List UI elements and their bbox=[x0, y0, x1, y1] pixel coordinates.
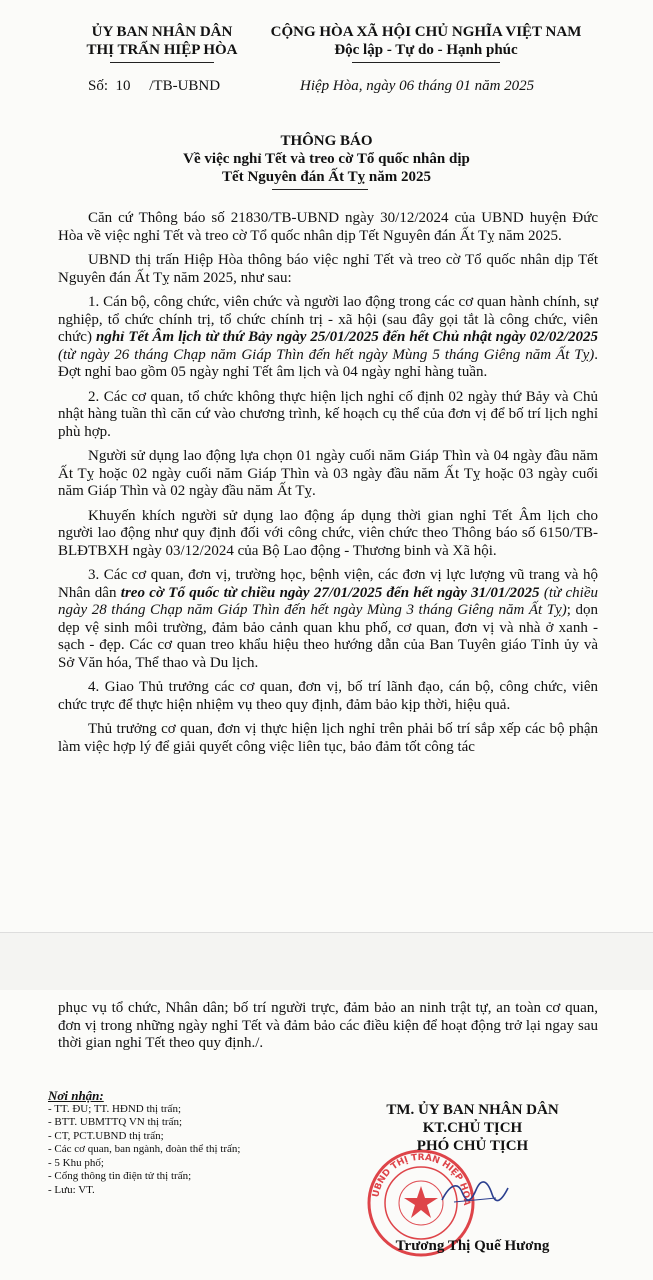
recipients-block bbox=[48, 1089, 328, 1197]
item-3-lunar-dates: (từ chiều ngày 28 tháng Chạp năm Giáp Thìn đến hết ngày Mùng 3 tháng Giêng năm Ất Tỵ) bbox=[58, 584, 598, 618]
paragraph-item-4: 4. Giao Thủ trưởng các cơ quan, đơn vị, bố trí lãnh đạo, cán bộ, công chức, viên chức trực để thực hiện nhiệm vụ theo quy định, đảm bảo kịp thời, hiệu quả. bbox=[58, 679, 598, 713]
paragraph-heads: Thủ trưởng cơ quan, đơn vị thực hiện lịch nghỉ trên phải bố trí sắp xếp các bộ phận làm việc hợp lý để giải quyết công việc liên tục, bảo đảm tốt công tác bbox=[58, 721, 598, 755]
motto: Độc lập - Tự do - Hạnh phúc bbox=[334, 42, 518, 58]
paragraph-item-2: 2. Các cơ quan, tổ chức không thực hiện lịch nghỉ cố định 02 ngày thứ Bảy và Chủ nhật hàng tuần thì căn cứ vào chương trình, kế hoạch cụ thể của đơn vị để bố trí lịch nghỉ phù hợp. bbox=[58, 388, 598, 440]
agency-line-1: ỦY BAN NHÂN DÂN bbox=[91, 24, 233, 40]
recipient-item: - Lưu: VT. bbox=[48, 1183, 95, 1196]
item-1-text: 1. Cán bộ, công chức, viên chức và người lao động trong các cơ quan hành chính, sự nghiệp, tổ chức chính trị, tổ chức chính trị - xã hội (sau đây gọi tắt là công chức, viên chức) bbox=[58, 294, 598, 345]
national-motto bbox=[256, 23, 596, 59]
title-rule bbox=[272, 189, 368, 190]
issue-date: Hiệp Hòa, ngày 06 tháng 01 năm 2025 bbox=[300, 78, 535, 94]
document-body bbox=[58, 210, 598, 763]
item-1-lunar-dates: (từ ngày 26 tháng Chạp năm Giáp Thìn đến hết ngày Mùng 5 tháng Giêng năm Ất Tỵ) bbox=[58, 346, 595, 363]
seal-text: UBND THỊ TRẤN HIỆP HÒA bbox=[371, 1152, 472, 1206]
recipient-item: - BTT. UBMTTQ VN thị trấn; bbox=[48, 1116, 183, 1128]
document-title bbox=[0, 132, 653, 186]
item-3-tail: ; dọn dẹp vệ sinh môi trường, đảm bảo cảnh quan khu phố, cơ quan, đơn vị và nhà ở xanh - sạch - đẹp. Các cơ quan treo khẩu hiệu theo hướng dẫn của Ban Tuyên giáo Tỉnh ủy và Sở Văn hóa, Thể thao và Du lịch. bbox=[58, 602, 598, 671]
recipient-item: - TT. ĐU; TT. HĐND thị trấn; bbox=[48, 1102, 181, 1115]
signature-position: PHÓ CHỦ TỊCH bbox=[416, 1138, 529, 1154]
document-number: Số: 10 /TB-UBND bbox=[88, 78, 221, 94]
paragraph-item-3 bbox=[58, 567, 598, 672]
document-body-continued bbox=[58, 1000, 598, 1060]
signature-on-behalf: TM. ỦY BAN NHÂN DÂN bbox=[386, 1102, 559, 1118]
item-1-tail: . Đợt nghỉ bao gồm 05 ngày nghỉ Tết âm lịch và 04 ngày nghỉ hàng tuần. bbox=[58, 346, 598, 380]
issuing-agency bbox=[62, 23, 262, 59]
motto-underline bbox=[352, 62, 500, 63]
state-name: CỘNG HÒA XÃ HỘI CHỦ NGHĨA VIỆT NAM bbox=[270, 24, 582, 40]
agency-underline bbox=[110, 62, 214, 63]
signature-authority: KT.CHỦ TỊCH bbox=[422, 1120, 523, 1136]
recipient-item: - Cổng thông tin điện tử thị trấn; bbox=[48, 1170, 192, 1182]
page-gap bbox=[0, 932, 653, 991]
paragraph-basis: Căn cứ Thông báo số 21830/TB-UBND ngày 30/12/2024 của UBND huyện Đức Hòa về việc nghỉ Tết và treo cờ Tổ quốc nhân dịp Tết Nguyên đán Ất Tỵ năm 2025. bbox=[58, 210, 598, 244]
paragraph-intro: UBND thị trấn Hiệp Hòa thông báo việc nghỉ Tết và treo cờ Tổ quốc nhân dịp Tết Nguyên đán Ất Tỵ năm 2025, như sau: bbox=[58, 252, 598, 286]
title-subject-2: Tết Nguyên đán Ất Tỵ năm 2025 bbox=[222, 169, 431, 185]
recipient-item: - 5 Khu phố; bbox=[48, 1156, 104, 1169]
signer-name: Trương Thị Quế Hương bbox=[395, 1238, 550, 1254]
item-3-text: 3. Các cơ quan, đơn vị, trường học, bệnh viện, các đơn vị lực lượng vũ trang và hộ Nhân dân bbox=[58, 567, 598, 601]
recipient-item: - Các cơ quan, ban ngành, đoàn thể thị trấn; bbox=[48, 1143, 241, 1155]
item-1-holiday-dates: nghỉ Tết Âm lịch từ thứ Bảy ngày 25/01/2025 đến hết Chủ nhật ngày 02/02/2025 bbox=[95, 329, 598, 345]
handwritten-signature-icon bbox=[440, 1178, 510, 1208]
recipients-title: Nơi nhận: bbox=[48, 1088, 104, 1103]
recipient-item: - CT, PCT.UBND thị trấn; bbox=[48, 1129, 164, 1142]
paragraph-encourage: Khuyến khích người sử dụng lao động áp dụng thời gian nghỉ Tết Âm lịch cho người lao động như quy định đối với công chức, viên chức theo Thông báo số 6150/TB-BLĐTBXH ngày 03/12/2024 của Bộ Lao động - Thương binh và Xã hội. bbox=[58, 507, 598, 559]
item-3-flag-dates: treo cờ Tổ quốc từ chiều ngày 27/01/2025 đến hết ngày 31/01/2025 bbox=[120, 584, 540, 601]
title-type: THÔNG BÁO bbox=[280, 133, 373, 149]
paragraph-item-1 bbox=[58, 294, 598, 382]
paragraph-employers: Người sử dụng lao động lựa chọn 01 ngày cuối năm Giáp Thìn và 04 ngày đầu năm Ất Tỵ hoặc 02 ngày cuối năm Giáp Thìn và 03 ngày đầu năm Ất Tỵ hoặc 03 ngày cuối năm Giáp Thìn và 02 ngày đầu năm Ất Tỵ. bbox=[58, 448, 598, 499]
paragraph-continued: phục vụ tổ chức, Nhân dân; bố trí người trực, đảm bảo an ninh trật tự, an toàn cơ quan, đơn vị trong những ngày nghỉ Tết và đảm bảo các điều kiện để hoạt động trở lại ngay sau thời gian nghỉ Tết theo quy định./. bbox=[58, 1000, 598, 1051]
title-subject-1: Về việc nghỉ Tết và treo cờ Tổ quốc nhân dịp bbox=[183, 151, 470, 167]
agency-line-2: THỊ TRẤN HIỆP HÒA bbox=[86, 42, 238, 58]
signature-block bbox=[350, 1101, 595, 1155]
